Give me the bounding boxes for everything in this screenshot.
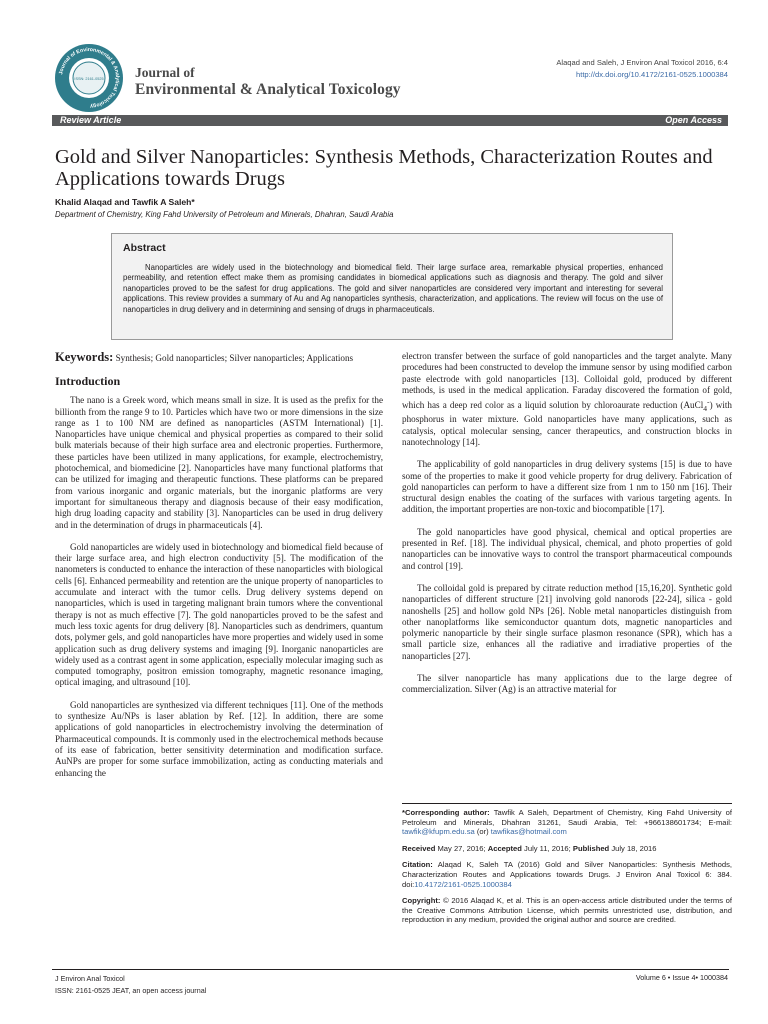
copyright-label: Copyright: — [402, 896, 441, 906]
header-citation-line: Alaqad and Saleh, J Environ Anal Toxicol 2016, 6:4 — [556, 58, 728, 67]
header-doi-link[interactable]: http://dx.doi.org/10.4172/2161-0525.1000384 — [575, 70, 728, 79]
introduction-heading: Introduction — [55, 374, 121, 388]
footer-journal-abbrev: J Environ Anal Toxicol — [55, 974, 125, 983]
paragraph: The silver nanoparticle has many applications due to the large degree of commercialization. Silver (Ag) is an attractive material for — [402, 673, 732, 695]
keywords-text: Synthesis; Gold nanoparticles; Silver nanoparticles; Applications — [115, 353, 354, 363]
paragraph-text: electron transfer between the surface of gold nanoparticles and the target analyte. Many procedures had been constructed to develop the immune sensor by using modified carbon paste electrode with gold nanoparticles [13]. Colloidal gold, produced by different methods, is used in the medical application. Faraday discovered the formation of gold, which has a deep red color as a liquid solution by chloroaurate reduction (AuCl — [402, 351, 732, 411]
article-type-bar — [52, 115, 728, 126]
paragraph: Gold nanoparticles are synthesized via different techniques [11]. One of the methods to synthesize Au/NPs is laser ablation by Ref. [12]. In addition, there are some applications of gold nanoparticles in electrochemistry involving the determination of Pharmaceutical compounds. It is commonly used in the electrochemical methods because of its ease of fabrication, better sensitivity determination and modification surface. AuNPs are proper for some surface immobilization, acting as conducting materials and enhancing the — [55, 699, 383, 778]
citation-block — [402, 860, 732, 889]
superscript: - — [707, 397, 710, 407]
citation-label: Citation: — [402, 860, 433, 870]
keywords-label: Keywords: — [55, 350, 114, 364]
article-info-box — [402, 803, 732, 932]
citation-doi-link[interactable]: 10.4172/2161-0525.1000384 — [414, 879, 512, 889]
corresponding-label: *Corresponding author: — [402, 808, 490, 817]
article-title: Gold and Silver Nanoparticles: Synthesis Methods, Characterization Routes and Applications towards Drugs — [55, 146, 713, 190]
body-left-column — [55, 351, 383, 790]
logo-ring-text: Journal of Environmental & Analytical Toxicology — [58, 46, 121, 110]
paragraph-text: ) with phosphorus in water mixture. Gold nanoparticles have many applications, such as catalysis, optical molecular sensing, cancer therapeutics, and construction blocks in nanotechnology [14]. — [402, 400, 732, 447]
footer-divider — [52, 969, 729, 970]
paragraph: The colloidal gold is prepared by citrate reduction method [15,16,20]. Synthetic gold nanoparticles of different structure [21] involving gold nanorods [22-24], silica - gold nanoshells [25] and hollow gold NPs [26]. Noble metal nanoparticles distinguish from other nanoplatforms like semiconductor quantum dots, magnetic nanoparticles and polymeric nanoparticle by their single surface plasmon resonance (SPR), which has a small particle size, enhances all the radiative and irradiative properties of the nanoparticles [27]. — [402, 582, 732, 661]
paragraph: Gold nanoparticles are widely used in biotechnology and biomedical field because of their large surface area, and high electron conductivity [5]. The modification of the nanometers is conducted to enhance the interaction of these nanoparticles with biological cells [6]. Enhanced permeability and retention are the unique property of nanoparticles to accumulate and interact with the tumor cells. Drug delivery systems depend on nanoparticles, which is used in targeting malignant brain tumors where the conventional therapy is not as much effective [7]. The gold nanoparticles proved to be the safest and much less toxic agents for drug delivery [8]. Nanoparticles such as dendrimers, quantum dots, polymer gels, and gold nanoparticles have more properties and widely used in some application such as drug delivery systems and imaging [9]. Inorganic nanoparticles are widely used as a contrast agent in some application, especially molecular imaging such as computed tomography, positron emission tomography, magnetic resonance imaging, optical imaging, and ultrasound [10]. — [55, 541, 383, 688]
citation-text: Alaqad K, Saleh TA (2016) Gold and Silver Nanoparticles: Synthesis Methods, Characterization Routes and Applications towards Drugs. J Environ Anal Toxicol 6: 384. doi: — [402, 860, 732, 889]
journal-name: Environmental & Analytical Toxicology — [135, 81, 401, 98]
or-text: (or) — [476, 827, 489, 837]
corresponding-text: Tawfik A Saleh, Department of Chemistry, King Fahd University of Petroleum and Minerals, Dhahran 31261, Saudi Arabia, Tel: +966138601734; E-mail: — [402, 808, 732, 827]
header-citation — [556, 57, 728, 81]
published-label: Published — [572, 843, 610, 853]
accepted-date: July 11, 2016; — [524, 843, 571, 853]
received-date: May 27, 2016; — [437, 843, 486, 853]
article-affiliation: Department of Chemistry, King Fahd University of Petroleum and Minerals, Dhahran, Saudi Arabia — [55, 210, 394, 219]
footer-journal-info — [55, 973, 206, 997]
abstract-heading: Abstract — [123, 242, 166, 254]
article-authors: Khalid Alaqad and Tawfik A Saleh* — [55, 197, 195, 207]
paragraph — [402, 351, 732, 448]
copyright-text: © 2016 Alaqad K, et al. This is an open-access article distributed under the terms of the Creative Commons Attribution License, which permits unrestricted use, distribution, and reproduction in any medium, provided the original author and source are credited. — [402, 896, 732, 925]
body-right-column — [402, 351, 732, 707]
article-type-label: Review Article — [60, 115, 122, 125]
keywords — [55, 351, 383, 364]
abstract-text: Nanoparticles are widely used in the biotechnology and biomedical field. Their large surface area, remarkable physical properties, enhanced permeability, and retention effect make them as promising candidates in biomedical applications such as diagnosis and therapy. The gold and silver nanoparticles proved to be the safest for drug applications. The gold and silver nanoparticles are considered very important and interesting for several applications. This review provides a summary of Au and Ag nanoparticles synthesis, characterization, and applications. The review will focus on the use of nanoparticles in drug delivery and in determining and sensing of drugs in pharmaceuticals. — [123, 263, 663, 314]
open-access-label: Open Access — [665, 115, 722, 125]
paragraph: The gold nanoparticles have good physical, chemical and optical properties are presented in Ref. [18]. The individual physical, chemical, and photo properties of gold nanoparticles can be innovative ways to control the transport pharmaceutical compounds and control [19]. — [402, 526, 732, 571]
journal-logo — [53, 42, 125, 114]
paragraph: The nano is a Greek word, which means small in size. It is used as the prefix for the billionth from the range 9 to 10. Particles which have two or more dimensions in the size range as 1 to 100 NM are defined as nanoparticles (ASTM International) [1]. Nanoparticles have unique chemical and physical properties as compared to their solid bulk materials because of their high surface area and electronic properties. Furthermore, these particles have been utilized in many applications, for example, electrochemistry, photochemical, and biomedicine [2]. Nanoparticles have many functional platforms that can be utilized for imaging and therapeutic functions. These platforms can be prepared from various inorganic and organic materials, but the inorganic platforms are very important for simultaneous therapy and diagnosis because of their easy modification, high drug loading capacity and stability [3]. Nanoparticles can be used in drug delivery and in the determination of drugs in pharmaceuticals [4]. — [55, 395, 383, 530]
subscript: 4 — [703, 404, 708, 414]
abstract-box — [111, 233, 673, 340]
email-link-2[interactable]: tawfikas@hotmail.com — [490, 827, 567, 837]
corresponding-author — [402, 808, 732, 837]
paragraph: The applicability of gold nanoparticles in drug delivery systems [15] is due to have some of the properties to make it good vehicle property for drug delivery. Fabrication of gold nanoparticles can perform to have a different size from 1 nm to 150 nm [16]. Their structural design enables the coating of the surfaces with various targeting agents. In addition, the important properties are non-toxic and biocompatible [17]. — [402, 459, 732, 515]
logo-issn: ISSN: 2161-0525 — [74, 77, 104, 81]
accepted-label: Accepted — [487, 843, 522, 853]
published-date: July 18, 2016 — [611, 843, 657, 853]
footer-volume-issue: Volume 6 • Issue 4• 1000384 — [635, 973, 728, 982]
received-label: Received — [402, 843, 436, 853]
journal-of-label: Journal of — [135, 65, 195, 80]
article-dates — [402, 844, 732, 854]
footer-issn: ISSN: 2161-0525 JEAT, an open access journal — [55, 986, 207, 995]
copyright-block — [402, 896, 732, 925]
email-link-1[interactable]: tawfik@kfupm.edu.sa — [402, 827, 475, 837]
